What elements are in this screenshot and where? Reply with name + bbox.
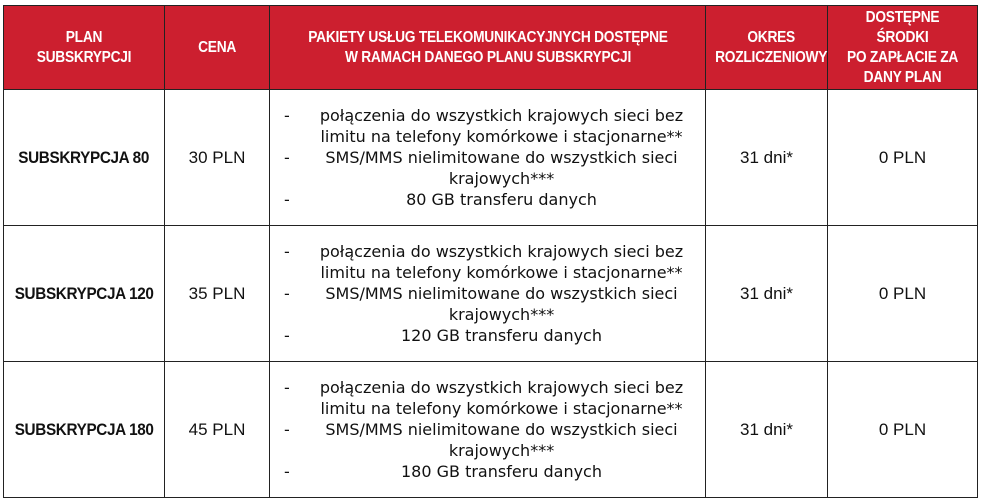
package-item: - połączenia do wszystkich krajowych sieci bez limitu na telefony komórkowe i stacjonarne** [284, 105, 705, 147]
package-item: - SMS/MMS nielimitowane do wszystkich sieci krajowych*** [284, 283, 705, 325]
header-period-line: ROZLICZENIOWY [715, 48, 828, 66]
table-row [4, 90, 978, 226]
header-funds-line: DOSTĘPNE ŚRODKI [865, 8, 940, 46]
header-packages-line: PAKIETY USŁUG TELEKOMUNIKACYJNYCH DOSTĘPNE [307, 28, 668, 46]
price-cell: 35 PLN [165, 226, 270, 362]
package-item: - SMS/MMS nielimitowane do wszystkich sieci krajowych*** [284, 147, 705, 189]
packages-list [284, 105, 705, 210]
header-plan [4, 6, 165, 90]
plan-name-cell [4, 226, 165, 362]
header-price [165, 6, 270, 90]
packages-list [284, 377, 705, 482]
package-item: - SMS/MMS nielimitowane do wszystkich sieci krajowych*** [284, 419, 705, 461]
header-packages-line: W RAMACH DANEGO PLANU SUBSKRYPCJI [344, 48, 631, 66]
plan-name: SUBSKRYPCJA 80 [18, 147, 150, 167]
table-row [4, 362, 978, 498]
table-row [4, 226, 978, 362]
package-item: - 120 GB transferu danych [284, 325, 705, 346]
package-item: - połączenia do wszystkich krajowych sieci bez limitu na telefony komórkowe i stacjonarne** [284, 241, 705, 283]
period-cell: 31 dni* [706, 362, 828, 498]
header-funds [828, 6, 978, 90]
plan-name: SUBSKRYPCJA 180 [14, 419, 154, 439]
header-period-line: OKRES [747, 28, 795, 46]
header-row [4, 6, 978, 90]
header-funds-line: PO ZAPŁACIE ZA [846, 48, 959, 66]
funds-cell: 0 PLN [828, 226, 978, 362]
price-cell: 45 PLN [165, 362, 270, 498]
plan-name-cell [4, 362, 165, 498]
package-item: - połączenia do wszystkich krajowych sieci bez limitu na telefony komórkowe i stacjonarne** [284, 377, 705, 419]
funds-cell: 0 PLN [828, 362, 978, 498]
packages-list [284, 241, 705, 346]
header-plan-line: PLAN [65, 28, 103, 46]
packages-cell [270, 362, 706, 498]
header-price-line: CENA [198, 38, 236, 56]
period-cell: 31 dni* [706, 226, 828, 362]
plan-name: SUBSKRYPCJA 120 [14, 283, 154, 303]
packages-cell [270, 90, 706, 226]
funds-cell: 0 PLN [828, 90, 978, 226]
price-cell: 30 PLN [165, 90, 270, 226]
plan-name-cell [4, 90, 165, 226]
header-funds-line: DANY PLAN [863, 68, 942, 86]
header-plan-line: SUBSKRYPCJI [36, 48, 132, 66]
header-packages [270, 6, 706, 90]
header-period [706, 6, 828, 90]
package-item: - 80 GB transferu danych [284, 189, 705, 210]
period-cell: 31 dni* [706, 90, 828, 226]
package-item: - 180 GB transferu danych [284, 461, 705, 482]
packages-cell [270, 226, 706, 362]
subscription-plans-table [3, 5, 978, 498]
